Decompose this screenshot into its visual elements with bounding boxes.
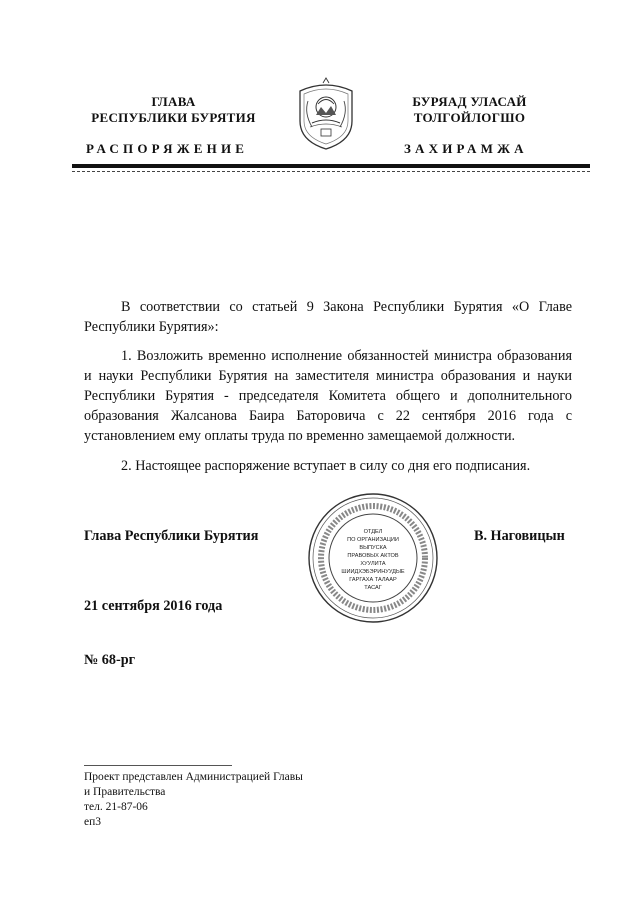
signatory-name: В. Наговицын <box>474 528 565 544</box>
header-left-line1: ГЛАВА <box>151 94 196 109</box>
signatory-position: Глава Республики Бурятия <box>84 528 259 544</box>
stamp-line-2: ПО ОРГАНИЗАЦИИ <box>347 537 399 543</box>
official-stamp <box>305 490 441 626</box>
header-right-line2: ТОЛГОЙЛОГШО <box>413 110 526 125</box>
stamp-line-6: ШИИДХЭБЭРИНУУДЫЕ <box>341 569 405 575</box>
footer-line-1: Проект представлен Администрацией Главы <box>84 771 303 783</box>
document-number: № 68-рг <box>84 652 136 668</box>
footer-line-4: еп3 <box>84 816 102 828</box>
header-left-title: РАСПОРЯЖЕНИЕ <box>86 141 249 156</box>
stamp-line-7: ГАРГАХА ТАЛААР <box>349 577 397 583</box>
coat-of-arms-emblem <box>294 77 358 151</box>
footer-line-3: тел. 21-87-06 <box>84 801 148 813</box>
paragraph-item-2: 2. Настоящее распоряжение вступает в силу со дня его подписания. <box>121 458 531 474</box>
header-right-line1: БУРЯАД УЛАСАЙ <box>412 94 527 109</box>
header-divider-thick <box>72 164 590 168</box>
header-divider-dotted <box>72 171 590 172</box>
header-left-line2: РЕСПУБЛИКИ БУРЯТИЯ <box>91 110 256 125</box>
footer-divider <box>84 765 232 766</box>
header-right <box>382 94 557 126</box>
paragraph-preamble: В соответствии со статьей 9 Закона Республики Бурятия «О Главе Республики Бурятия»: <box>84 299 572 335</box>
header-left <box>86 94 261 126</box>
paragraph-item-1: 1. Возложить временно исполнение обязанностей министра образования и науки Республики Бурятия на заместителя министра образования и науки Республики Бурятия - председателя Комитета общего и дополнительного образования Жалсанова Баира Баторовича с 22 сентября 2016 года с установлением ему оплаты труда по временно замещаемой должности. <box>84 348 572 444</box>
footer-line-2: и Правительства <box>84 786 166 798</box>
stamp-line-1: ОТДЕЛ <box>363 529 383 535</box>
document-date: 21 сентября 2016 года <box>84 598 223 614</box>
stamp-line-8: ТАСАГ <box>364 585 382 591</box>
header-right-title: ЗАХИРАМЖА <box>404 141 528 156</box>
stamp-line-3: ВЫПУСКА <box>359 545 387 551</box>
stamp-line-5: ХУУЛИТА <box>360 561 386 567</box>
footer-note <box>84 770 303 830</box>
stamp-line-4: ПРАВОВЫХ АКТОВ <box>347 553 399 559</box>
